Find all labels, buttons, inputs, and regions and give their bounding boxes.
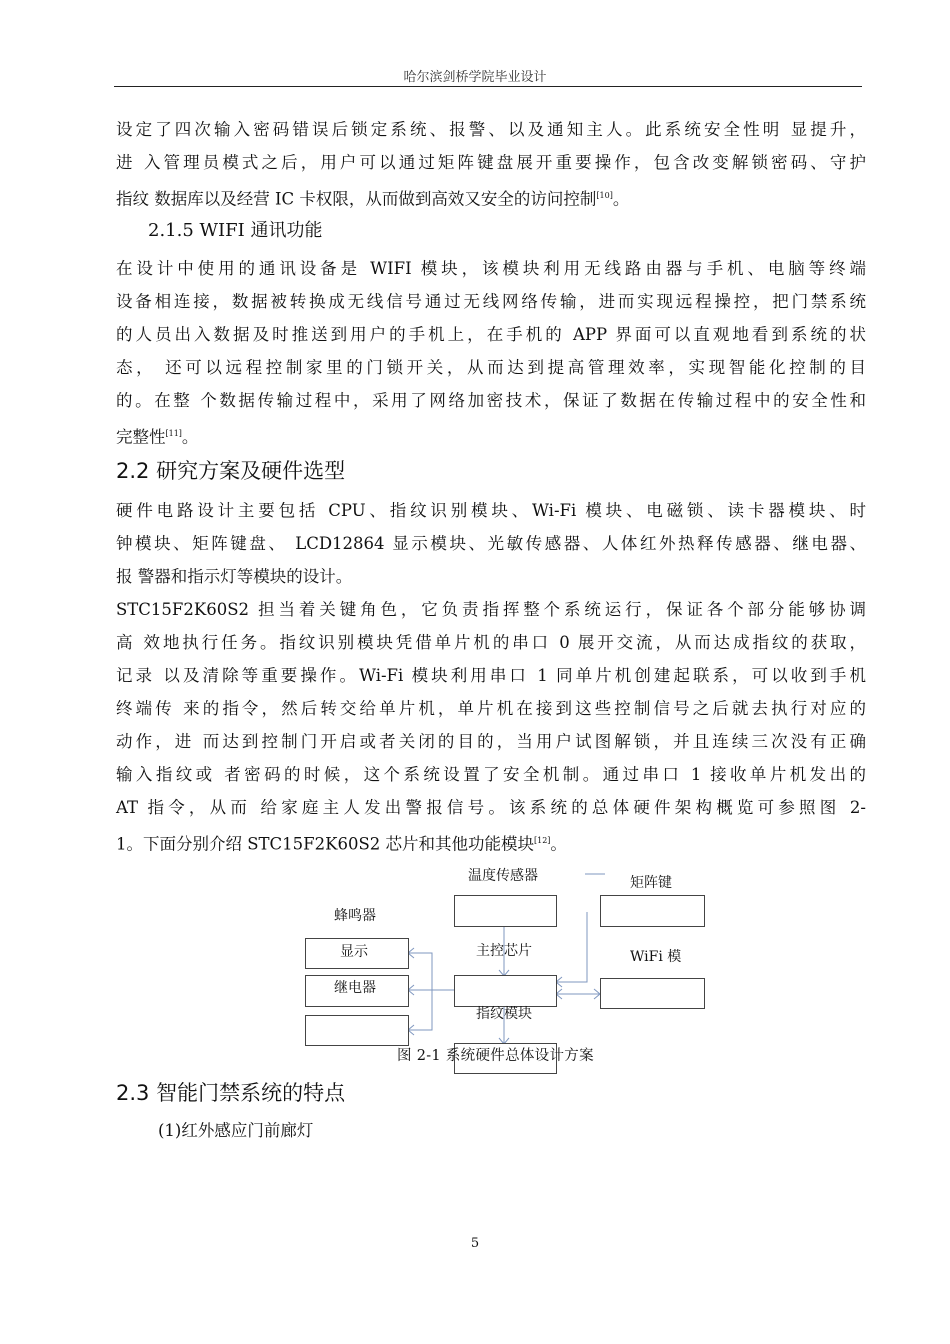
line-text: 指纹 数据库以及经营 IC 卡权限，从而做到高效又安全的访问控制 [116, 189, 597, 209]
temp-sensor-box [454, 895, 557, 927]
line-text: 设备相连接，数据被转换成无线信号通过无线网络传输，进而实现远程操控，把门禁系统 [116, 292, 866, 311]
line-text: 在设计中使用的通讯设备是 WIFI 模块，该模块利用无线路由器与手机、电脑等终端 [116, 259, 866, 278]
label-wifi: WiFi 模 [630, 949, 682, 965]
citation: [11] [165, 429, 182, 438]
line-text: 硬件电路设计主要包括 CPU、指纹识别模块、Wi-Fi 模块、电磁锁、读卡器模块、时 [116, 501, 866, 520]
line-text: 进 入管理员模式之后，用户可以通过矩阵键盘展开重要操作，包含改变解锁密码、守护 [116, 153, 866, 172]
label-mcu: 主控芯片 [476, 943, 532, 959]
figure-caption: 图 2-1 系统硬件总体设计方案 [397, 1048, 594, 1064]
list-item-1: (1)红外感应门前廊灯 [158, 1121, 314, 1140]
heading-2-2: 2.2 研究方案及硬件选型 [116, 459, 346, 483]
label-temp: 温度传感器 [468, 868, 538, 884]
label-buzzer: 蜂鸣器 [334, 908, 376, 924]
line-text: 设定了四次输入密码错误后锁定系统、报警、以及通知主人。此系统安全性明 显提升， [116, 120, 866, 139]
line-text: 钟模块、矩阵键盘、 LCD12864 显示模块、光敏传感器、人体红外热释传感器、继电器、 [116, 534, 866, 553]
wifi-box [600, 978, 705, 1009]
citation: [12] [534, 836, 551, 845]
heading-2-1-5: 2.1.5 WIFI 通讯功能 [148, 220, 323, 241]
line-text: AT 指令，从而 给家庭主人发出警报信号。该系统的总体硬件架构概览可参照图 2- [116, 798, 866, 817]
page-number: 5 [470, 1236, 480, 1251]
keypad-box [600, 895, 705, 927]
line-text: 输入指纹或 者密码的时候，这个系统设置了安全机制。通过串口 1 接收单片机发出的 [116, 765, 866, 784]
line-end: 。 [181, 427, 199, 447]
citation: [10] [596, 191, 613, 200]
line-text: 报 警器和指示灯等模块的设计。 [116, 567, 353, 586]
page-header: 哈尔滨剑桥学院毕业设计 [403, 70, 547, 85]
line-text: 动作，进 而达到控制门开启或者关闭的目的，当用户试图解锁，并且连续三次没有正确 [116, 732, 866, 751]
label-display: 显示 [340, 944, 368, 960]
line-text: 态， 还可以远程控制家里的门锁开关，从而达到提高管理效率，实现智能化控制的目 [116, 358, 866, 377]
line-text: STC15F2K60S2 担当着关键角色，它负责指挥整个系统运行，保证各个部分能够协调 [116, 600, 866, 619]
label-fingerprint: 指纹模块 [476, 1006, 532, 1022]
buzzer-box [305, 1015, 409, 1046]
line-text: 完整性 [116, 427, 166, 447]
heading-2-3: 2.3 智能门禁系统的特点 [116, 1081, 346, 1105]
label-relay: 继电器 [334, 980, 376, 996]
line-end: 。 [612, 189, 630, 209]
line-text: 1。下面分别介绍 STC15F2K60S2 芯片和其他功能模块 [116, 834, 534, 854]
line-text: 高 效地执行任务。指纹识别模块凭借单片机的串口 0 展开交流，从而达成指纹的获取， [116, 633, 866, 652]
line-text: 的。在整 个数据传输过程中，采用了网络加密技术，保证了数据在传输过程中的安全性和 [116, 391, 866, 410]
line-text: 记录 以及清除等重要操作。Wi-Fi 模块利用串口 1 同单片机创建起联系，可以收到手机 [116, 666, 866, 685]
label-keypad: 矩阵键 [630, 875, 672, 891]
line-end: 。 [550, 834, 567, 854]
line-text: 的人员出入数据及时推送到用户的手机上，在手机的 APP 界面可以直观地看到系统的状 [116, 325, 866, 344]
line-text: 终端传 来的指令，然后转交给单片机，单片机在接到这些控制信号之后就去执行对应的 [116, 699, 866, 718]
